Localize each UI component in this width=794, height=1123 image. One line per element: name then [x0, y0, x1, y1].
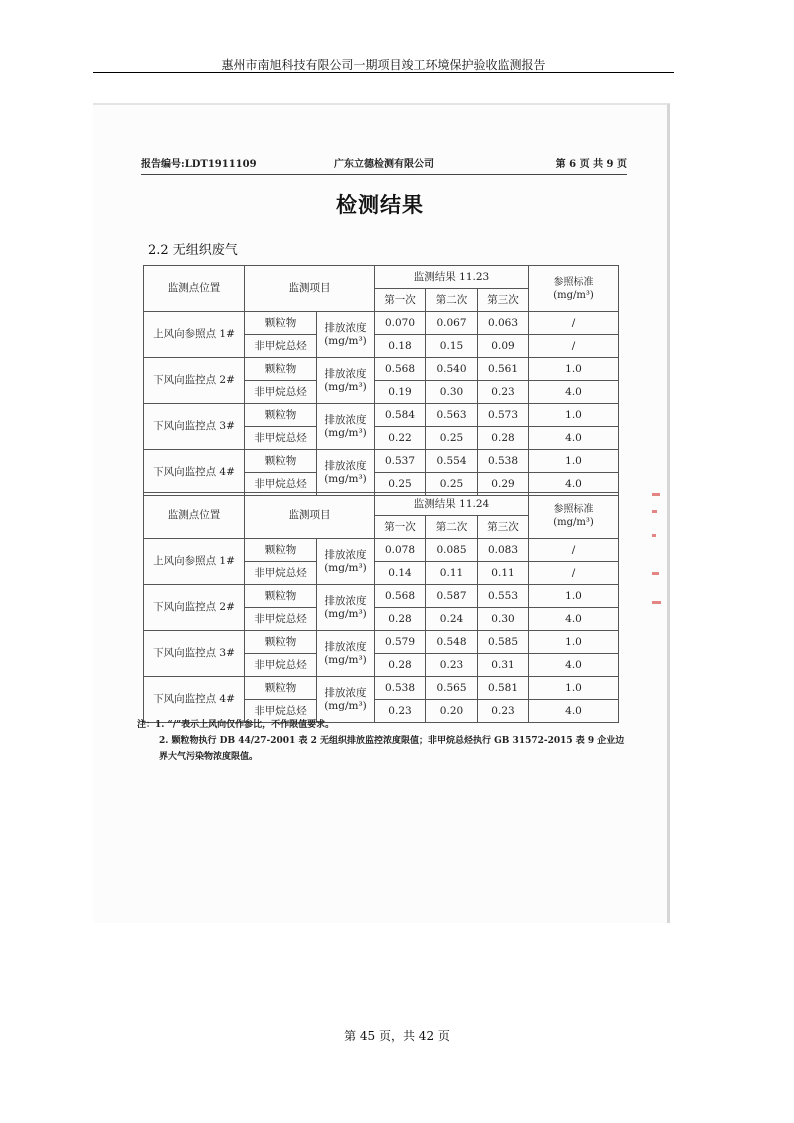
value-first-cell: 0.19: [375, 381, 426, 404]
header-standard: [529, 266, 619, 312]
value-second-cell: 0.30: [426, 381, 478, 404]
concentration-unit: (mg/m³): [324, 426, 367, 439]
value-first-cell: 0.579: [375, 631, 426, 654]
location-cell: 下风向监控点 2#: [144, 358, 245, 404]
concentration-unit: (mg/m³): [324, 699, 367, 712]
standard-value-cell: 1.0: [529, 585, 619, 608]
item-name-cell: 颗粒物: [245, 404, 317, 427]
value-third-cell: 0.538: [478, 450, 529, 473]
concentration-label: 排放浓度: [324, 594, 367, 607]
table-row: [144, 677, 619, 700]
value-second-cell: 0.548: [426, 631, 478, 654]
item-name-cell: 颗粒物: [245, 677, 317, 700]
note-line-1: 注：1. “/”表示上风向仅作参比，不作限值要求。: [137, 720, 335, 730]
concentration-label: 排放浓度: [324, 367, 367, 380]
header-standard-label: 参照标准: [553, 503, 594, 515]
value-third-cell: 0.063: [478, 312, 529, 335]
value-first-cell: 0.23: [375, 700, 426, 723]
concentration-label: 排放浓度: [324, 548, 367, 561]
item-name-cell: 非甲烷总烃: [245, 562, 317, 585]
header-standard-unit: (mg/m³): [553, 289, 594, 301]
concentration-label: 排放浓度: [324, 321, 367, 334]
standard-value-cell: 1.0: [529, 677, 619, 700]
notes: [137, 717, 627, 765]
value-second-cell: 0.067: [426, 312, 478, 335]
report-meta-line: [141, 157, 627, 175]
value-second-cell: 0.554: [426, 450, 478, 473]
report-title: 检测结果: [336, 192, 424, 217]
concentration-unit: (mg/m³): [324, 653, 367, 666]
value-third-cell: 0.09: [478, 335, 529, 358]
item-name-cell: 非甲烷总烃: [245, 654, 317, 677]
report-number: 报告编号:LDT1911109: [141, 159, 257, 170]
concentration-cell: [317, 677, 375, 723]
value-first-cell: 0.14: [375, 562, 426, 585]
table-row: [144, 312, 619, 335]
standard-value-cell: /: [529, 335, 619, 358]
value-second-cell: 0.540: [426, 358, 478, 381]
standard-value-cell: /: [529, 562, 619, 585]
value-first-cell: 0.568: [375, 585, 426, 608]
header-results: 监测结果 11.23: [375, 266, 529, 289]
concentration-unit: (mg/m³): [324, 472, 367, 485]
standard-value-cell: 4.0: [529, 654, 619, 677]
item-name-cell: 颗粒物: [245, 631, 317, 654]
item-name-cell: 非甲烷总烃: [245, 700, 317, 723]
concentration-cell: [317, 450, 375, 496]
value-third-cell: 0.31: [478, 654, 529, 677]
location-cell: 上风向参照点 1#: [144, 312, 245, 358]
stamp-fragment: [652, 493, 660, 496]
concentration-label: 排放浓度: [324, 413, 367, 426]
concentration-unit: (mg/m³): [324, 380, 367, 393]
value-third-cell: 0.11: [478, 562, 529, 585]
value-second-cell: 0.085: [426, 539, 478, 562]
header-item: 监测项目: [245, 493, 375, 539]
standard-value-cell: 4.0: [529, 381, 619, 404]
stamp-fragment: [652, 572, 659, 575]
standard-value-cell: 4.0: [529, 608, 619, 631]
header-standard-label: 参照标准: [553, 276, 594, 288]
standard-value-cell: 1.0: [529, 358, 619, 381]
location-cell: 下风向监控点 4#: [144, 450, 245, 496]
standard-value-cell: /: [529, 539, 619, 562]
table-row: [144, 539, 619, 562]
section-title: 2.2 无组织废气: [148, 243, 238, 258]
header-second: 第二次: [426, 516, 478, 539]
value-third-cell: 0.23: [478, 381, 529, 404]
value-first-cell: 0.537: [375, 450, 426, 473]
item-name-cell: 颗粒物: [245, 450, 317, 473]
results-table-1123: [143, 265, 619, 496]
item-name-cell: 颗粒物: [245, 312, 317, 335]
value-second-cell: 0.563: [426, 404, 478, 427]
concentration-unit: (mg/m³): [324, 334, 367, 347]
concentration-label: 排放浓度: [324, 640, 367, 653]
table-row: [144, 585, 619, 608]
value-third-cell: 0.083: [478, 539, 529, 562]
value-first-cell: 0.25: [375, 473, 426, 496]
results-table-1124: [143, 492, 619, 723]
concentration-label: 排放浓度: [324, 686, 367, 699]
value-second-cell: 0.11: [426, 562, 478, 585]
report-page-count: 第 6 页 共 9 页: [555, 159, 627, 170]
value-first-cell: 0.28: [375, 608, 426, 631]
value-second-cell: 0.25: [426, 473, 478, 496]
stamp-fragment: [652, 534, 656, 537]
concentration-cell: [317, 631, 375, 677]
value-first-cell: 0.584: [375, 404, 426, 427]
standard-value-cell: 4.0: [529, 473, 619, 496]
note-line-3: 界大气污染物浓度限值。: [159, 752, 259, 762]
value-first-cell: 0.18: [375, 335, 426, 358]
value-third-cell: 0.29: [478, 473, 529, 496]
value-third-cell: 0.585: [478, 631, 529, 654]
header-third: 第三次: [478, 289, 529, 312]
item-name-cell: 非甲烷总烃: [245, 381, 317, 404]
standard-value-cell: 1.0: [529, 404, 619, 427]
standard-value-cell: 4.0: [529, 427, 619, 450]
value-first-cell: 0.568: [375, 358, 426, 381]
concentration-label: 排放浓度: [324, 459, 367, 472]
header-row: [144, 493, 619, 516]
value-third-cell: 0.553: [478, 585, 529, 608]
value-second-cell: 0.15: [426, 335, 478, 358]
standard-value-cell: 4.0: [529, 700, 619, 723]
header-standard: [529, 493, 619, 539]
table-row: [144, 450, 619, 473]
header-item: 监测项目: [245, 266, 375, 312]
value-third-cell: 0.561: [478, 358, 529, 381]
value-first-cell: 0.538: [375, 677, 426, 700]
value-second-cell: 0.25: [426, 427, 478, 450]
value-second-cell: 0.565: [426, 677, 478, 700]
page-header: 惠州市南旭科技有限公司一期项目竣工环境保护验收监测报告: [93, 58, 674, 73]
standard-value-cell: /: [529, 312, 619, 335]
header-location: 监测点位置: [144, 266, 245, 312]
value-third-cell: 0.30: [478, 608, 529, 631]
item-name-cell: 颗粒物: [245, 358, 317, 381]
value-first-cell: 0.22: [375, 427, 426, 450]
location-cell: 下风向监控点 3#: [144, 631, 245, 677]
item-name-cell: 非甲烷总烃: [245, 427, 317, 450]
concentration-cell: [317, 539, 375, 585]
location-cell: 上风向参照点 1#: [144, 539, 245, 585]
header-location: 监测点位置: [144, 493, 245, 539]
header-results: 监测结果 11.24: [375, 493, 529, 516]
header-standard-unit: (mg/m³): [553, 516, 594, 528]
value-third-cell: 0.573: [478, 404, 529, 427]
concentration-cell: [317, 404, 375, 450]
item-name-cell: 非甲烷总烃: [245, 473, 317, 496]
stamp-fragment: [652, 510, 657, 513]
concentration-unit: (mg/m³): [324, 607, 367, 620]
value-third-cell: 0.28: [478, 427, 529, 450]
standard-value-cell: 1.0: [529, 631, 619, 654]
scanned-report-page: [93, 103, 670, 923]
value-first-cell: 0.28: [375, 654, 426, 677]
stamp-fragment: [652, 601, 661, 604]
value-third-cell: 0.581: [478, 677, 529, 700]
value-third-cell: 0.23: [478, 700, 529, 723]
report-company: 广东立德检测有限公司: [334, 159, 434, 170]
page-footer: 第 45 页，共 42 页: [344, 1029, 450, 1043]
concentration-unit: (mg/m³): [324, 561, 367, 574]
concentration-cell: [317, 358, 375, 404]
location-cell: 下风向监控点 4#: [144, 677, 245, 723]
item-name-cell: 非甲烷总烃: [245, 335, 317, 358]
location-cell: 下风向监控点 2#: [144, 585, 245, 631]
location-cell: 下风向监控点 3#: [144, 404, 245, 450]
header-first: 第一次: [375, 289, 426, 312]
header-first: 第一次: [375, 516, 426, 539]
header-third: 第三次: [478, 516, 529, 539]
concentration-cell: [317, 585, 375, 631]
concentration-cell: [317, 312, 375, 358]
item-name-cell: 颗粒物: [245, 539, 317, 562]
note-line-2: 2. 颗粒物执行 DB 44/27-2001 表 2 无组织排放监控浓度限值；非甲烷总烃执行 GB 31572-2015 表 9 企业边: [159, 736, 625, 746]
value-first-cell: 0.078: [375, 539, 426, 562]
value-first-cell: 0.070: [375, 312, 426, 335]
header-row: [144, 266, 619, 289]
header-second: 第二次: [426, 289, 478, 312]
table-row: [144, 404, 619, 427]
item-name-cell: 非甲烷总烃: [245, 608, 317, 631]
value-second-cell: 0.24: [426, 608, 478, 631]
standard-value-cell: 1.0: [529, 450, 619, 473]
table-row: [144, 358, 619, 381]
value-second-cell: 0.23: [426, 654, 478, 677]
item-name-cell: 颗粒物: [245, 585, 317, 608]
value-second-cell: 0.20: [426, 700, 478, 723]
table-row: [144, 631, 619, 654]
value-second-cell: 0.587: [426, 585, 478, 608]
